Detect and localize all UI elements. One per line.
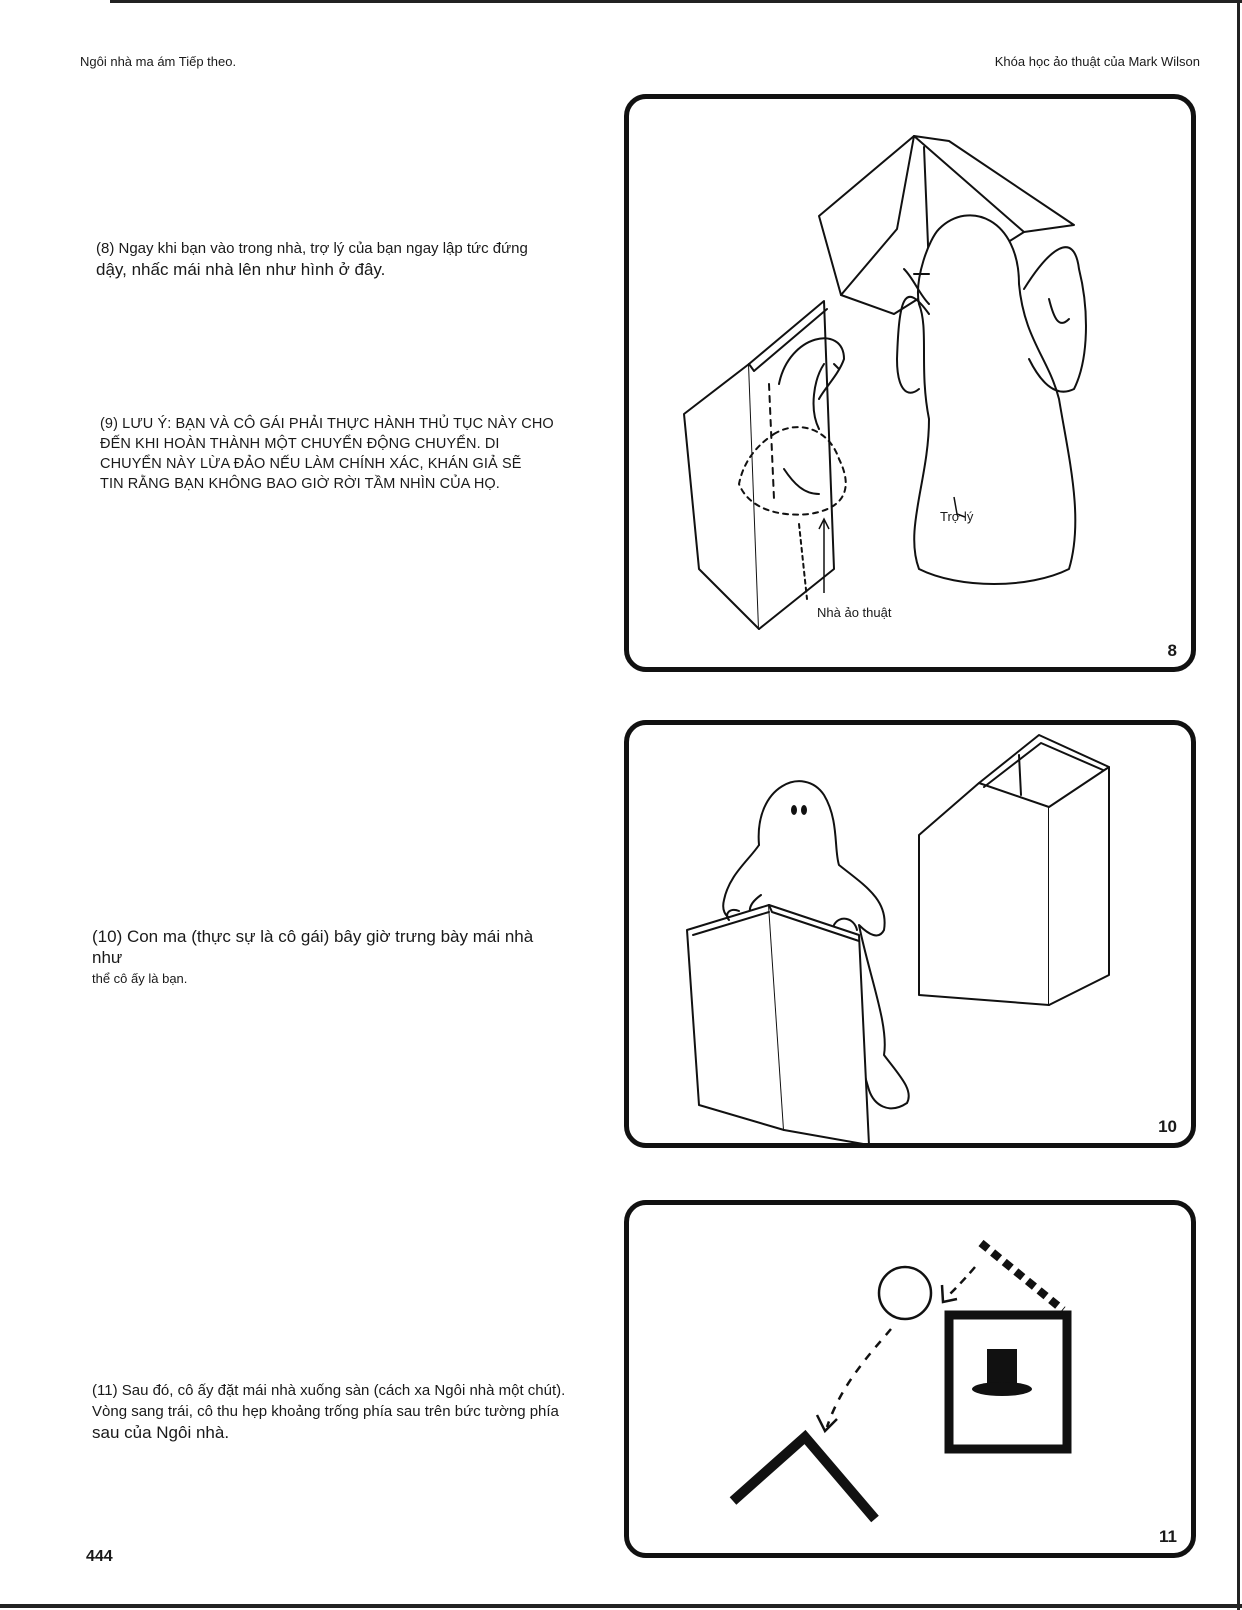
page-number: 444 [86,1548,113,1565]
step-8-line-1: (8) Ngay khi bạn vào trong nhà, trợ lý của bạn ngay lập tức đứng [96,240,528,257]
figure-8-panel [624,94,1196,672]
step-11-line-3: sau của Ngôi nhà. [92,1423,230,1442]
figure-11-panel [624,1200,1196,1558]
step-9-line-4: TIN RẰNG BẠN KHÔNG BAO GIỜ RỜI TẦM NHÌN CỦA HỌ. [100,476,500,492]
running-header-right: Khóa học ảo thuật của Mark Wilson [994,54,1200,69]
step-9-line-1: (9) LƯU Ý: BẠN VÀ CÔ GÁI PHẢI THỰC HÀNH THỦ TỤC NÀY CHO [100,416,554,432]
step-10-text [92,926,562,989]
figure-11-number: 11 [1159,1527,1177,1546]
step-10-line-1: (10) Con ma (thực sự là cô gái) bây giờ trưng bày mái nhà như [92,927,534,967]
step-11-text [92,1380,572,1443]
step-9-text [100,414,570,494]
step-8-text [96,238,566,280]
step-9-line-3: CHUYỂN NÀY LỪA ĐẢO NẾU LÀM CHÍNH XÁC, KHÁN GIẢ SẼ [100,456,522,472]
step-10-line-2: thể cô ấy là bạn. [92,971,188,986]
figure-8-number: 8 [1167,641,1177,660]
figure-8-label-assistant: Trợ lý [940,509,974,524]
figure-8-label-magician: Nhà ảo thuật [817,605,892,620]
step-8-line-2: dậy, nhấc mái nhà lên như hình ở đây. [96,260,386,279]
step-9-line-2: ĐẾN KHI HOÀN THÀNH MỘT CHUYỂN ĐỘNG CHUYỂN. DI [100,436,500,452]
figure-10-panel [624,720,1196,1148]
figure-8-illustration [629,99,1196,672]
step-11-line-2: Vòng sang trái, cô thu hẹp khoảng trống phía sau trên bức tường phía [92,1403,559,1420]
step-11-line-1: (11) Sau đó, cô ấy đặt mái nhà xuống sàn (cách xa Ngôi nhà một chút). [92,1382,566,1399]
running-header-left: Ngôi nhà ma ám Tiếp theo. [80,54,237,69]
right-border-line [1237,0,1240,1610]
figure-11-illustration [629,1205,1196,1558]
figure-10-number: 10 [1158,1117,1177,1136]
bottom-border-line [0,1604,1242,1608]
figure-10-illustration [629,725,1196,1148]
top-border-line [110,0,1242,3]
